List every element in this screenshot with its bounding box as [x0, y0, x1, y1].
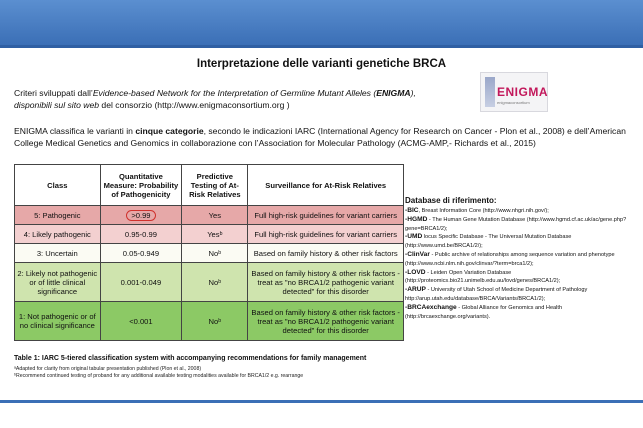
table-row-class-5: [15, 206, 404, 225]
list-item: [405, 269, 637, 287]
intro-italic-name: Evidence-based Network for the Interpretation of Germline Mutant Alleles (: [92, 88, 377, 98]
cell-probability: 0.05-0.949: [100, 244, 182, 263]
header-class: Class: [15, 165, 101, 206]
cell-class: 2: Likely not pathogenic or of little clinical significance: [15, 263, 101, 302]
list-item: [405, 216, 637, 234]
db-desc: , Breast Information Core (http://www.nhgri.nih.gov/);: [418, 208, 549, 214]
db-name: -LOVD: [405, 268, 426, 276]
list-item: [405, 207, 637, 216]
header-bar: [0, 0, 643, 48]
db-desc: - Leiden Open Variation Database (http://proteomics.bio21.unimelb.edu.au/lovd/genes/BRCA1/2);: [405, 269, 561, 285]
table-row-class-3: [15, 244, 404, 263]
p2-rest: , secondo le indicazioni IARC (International Agency for Research on Cancer - Plon et al., 2008) e dell’American College Medical Genetics and Genomics in collaborazione con l’Association for Molecular Pathology (ACMG-AMP,- Richards et al., 2015): [14, 126, 626, 148]
table-note-a: ᵃAdapted for clarity from original tabular presentation published (Plon et al., 2008): [14, 366, 202, 372]
intro-paragraph: [14, 87, 464, 111]
list-item: [405, 251, 637, 269]
cell-predictive: Noᵇ: [182, 263, 248, 302]
iarc-classification-table: [14, 164, 404, 341]
db-desc: - Global Alliance for Genomics and Health (http://brcaexchange.org/variants).: [405, 304, 563, 320]
cell-probability: 0.95-0.99: [100, 225, 182, 244]
page-title: Interpretazione delle varianti genetiche BRCA: [196, 58, 447, 70]
header-predictive: Predictive Testing of At-Risk Relatives: [182, 165, 248, 206]
footer-bar: [0, 400, 643, 403]
table-row-class-2: [15, 263, 404, 302]
intro-acronym: ENIGMA: [376, 88, 411, 98]
db-desc: - The Human Gene Mutation Database (http://www.hgmd.cf.ac.uk/ac/gene.php?gene=BRCA1/2);: [405, 216, 627, 232]
logo-subtext: enigmaconsortium: [497, 100, 530, 105]
table-caption: Table 1: IARC 5-tiered classification system with accompanying recommendations for family management: [14, 355, 367, 362]
cell-predictive: Yes: [182, 206, 248, 225]
table-header-row: [15, 165, 404, 206]
cell-probability: <0.001: [100, 302, 182, 341]
db-desc: locus Specific Database - The Universal Mutation Database (http://www.umd.be/BRCA1/2/);: [405, 234, 572, 250]
enigma-logo: [480, 72, 548, 112]
classification-paragraph: [14, 125, 632, 149]
cell-class: 3: Uncertain: [15, 244, 101, 263]
database-heading: Database di riferimento:: [405, 196, 497, 205]
db-name: -BRCAexchange: [405, 303, 457, 311]
intro-line2-italic: disponibili sul sito web: [14, 100, 100, 110]
cell-predictive: Yesᵇ: [182, 225, 248, 244]
p2-start: ENIGMA classifica le varianti in: [14, 126, 136, 136]
db-name: -BIC: [405, 207, 419, 214]
db-name: -ARUP: [405, 286, 426, 294]
table-row-class-4: [15, 225, 404, 244]
cell-class: 1: Not pathogenic or of no clinical significance: [15, 302, 101, 341]
p2-bold: cinque categorie: [135, 126, 204, 136]
db-name: -ClinVar: [405, 250, 430, 258]
db-name: -UMD: [405, 233, 423, 241]
cell-surveillance: Full high-risk guidelines for variant carriers: [248, 225, 404, 244]
cell-surveillance: Based on family history & other risk factors - treat as "no BRCA1/2 pathogenic variant detected" for this disorder: [248, 263, 404, 302]
intro-italic-close: ),: [410, 88, 416, 98]
list-item: [405, 233, 637, 251]
logo-graphic: [485, 77, 495, 107]
intro-line2-rest: del consorzio (http://www.enigmaconsortium.org ): [99, 100, 290, 110]
db-desc: - Public archive of relationships among sequence variation and phenotype (http://www.ncbi.nlm.nih.gov/clinvar/?term=brca1/2);: [405, 251, 615, 267]
intro-prefix: Criteri sviluppati dall’: [14, 88, 93, 98]
cell-probability: 0.001-0.049: [100, 263, 182, 302]
cell-surveillance: Based on family history & other risk factors: [248, 244, 404, 263]
list-item: [405, 286, 637, 304]
list-item: [405, 304, 637, 322]
db-desc: - University of Utah School of Medicine Department of Pathology http://arup.utah.edu/database/BRCA/Variants/BRCA1/2);: [405, 287, 588, 302]
header-measure: Quantitative Measure: Probability of Pathogenicity: [100, 165, 182, 206]
db-name: -HGMD: [405, 215, 428, 223]
cell-predictive: Noᵇ: [182, 244, 248, 263]
cell-surveillance: Full high-risk guidelines for variant carriers: [248, 206, 404, 225]
table-note-b: ᵇRecommend continued testing of proband for any additional available testing modalities available for BRCA1/2 e.g. rearrange: [14, 373, 304, 379]
cell-probability: [100, 206, 182, 225]
cell-predictive: Noᵇ: [182, 302, 248, 341]
cell-class: 4: Likely pathogenic: [15, 225, 101, 244]
cell-surveillance: Based on family history & other risk factors - treat as "no BRCA1/2 pathogenic variant detected" for this disorder: [248, 302, 404, 341]
database-list: [405, 207, 637, 321]
highlight-circle: >0.99: [126, 210, 155, 221]
table-row-class-1: [15, 302, 404, 341]
header-surveillance: Surveillance for At-Risk Relatives: [248, 165, 404, 206]
cell-class: 5: Pathogenic: [15, 206, 101, 225]
logo-word: ENIGMA: [497, 85, 548, 99]
